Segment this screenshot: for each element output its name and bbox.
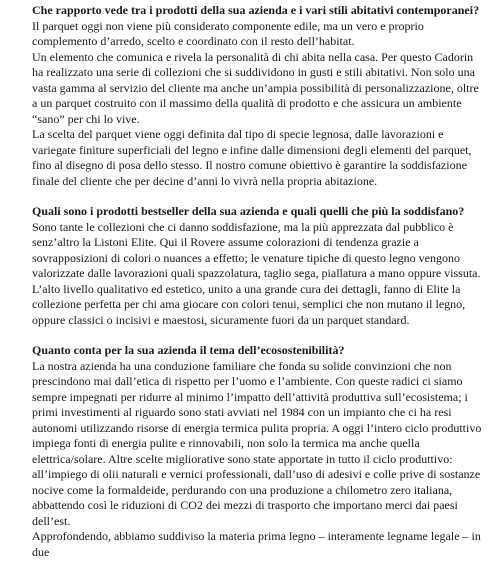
answer-paragraph: Un elemento che comunica e rivela la personalità di chi abita nella casa. Per questo Cadorin ha realizzato una serie di collezioni che si suddividono in gusti e stili abitativi. Non solo una vasta gamma al servizio del cliente ma anche un’ampia possibilità di personalizzazione, oltre a un parquet costruito con il massimo della qualità di prodotto e che assicura un ambiente “sano” per chi lo vive. xyxy=(32,49,479,126)
article xyxy=(32,3,482,575)
question-heading: Quanto conta per la sua azienda il tema dell’ecosostenibilità? xyxy=(32,343,345,357)
question-heading: Che rapporto vede tra i prodotti della sua azienda e i vari stili abitativi contemporanei? xyxy=(32,3,480,17)
answer-paragraph: La nostra azienda ha una conduzione familiare che fonda su solide convinzioni che non prescindono mai dall’etica di rispetto per l’uomo e l’ambiente. Con queste radici ci siamo sempre impegnati per ridurre al minimo l’impatto dell’attività produttiva sull’ecosistema; i primi investimenti al riguardo sono stati avviati nel 1984 con un impianto che ci ha resi autonomi utilizzando risorse di energia termica pulita propria. A oggi l’intero ciclo produttivo impiega fonti di energia pulite e rinnovabili, non solo la termica ma anche quella elettrica/solare. Altre scelte migliorative sono state apportate in tutto il ciclo produttivo: all’impiego di olii naturali e vernici professionali, dall’uso di adesivi e colle prive di sostanze nocive come la formaldeide, perdurando con una produzione a chilometro zero italiana, abbattendo così le riduzioni di CO2 dei mezzi di trasporto che importano merci dai paesi dell’est. xyxy=(32,358,482,528)
answer-paragraph: Approfondendo, abbiamo suddiviso la materia prima legno – interamente legname legale – in due xyxy=(32,529,481,559)
qa-section-style xyxy=(32,3,482,189)
question-heading: Quali sono i prodotti bestseller della sua azienda e quali quelli che più la soddisfano? xyxy=(32,204,465,218)
answer-paragraph: Sono tante le collezioni che ci danno soddisfazione, ma la più apprezzata dal pubblico è senz’altro la Listoni Elite. Qui il Rovere assume colorazioni di tendenza grazie a sovrapposizioni di colori o nuances a effetto; le venature tipiche di questo legno vengono valorizzate dalle lavorazioni quali spazzolatura, taglio sega, piallatura a mano oppure vissuta. xyxy=(32,219,481,280)
qa-section-bestseller xyxy=(32,204,482,328)
qa-section-sustainability xyxy=(32,343,482,560)
answer-paragraph: La scelta del parquet viene oggi definita dal tipo di specie legnosa, dalle lavorazioni e variegate finiture superficiali del legno e infine dalle dimensioni degli elementi del parquet, fino al disegno di posa dello stesso. Il nostro comune obiettivo è garantire la soddisfazione finale del cliente che per decine d’anni lo vivrà nella propria abitazione. xyxy=(32,127,472,188)
answer-paragraph: Il parquet oggi non viene più considerato componente edile, ma un vero e proprio complemento d’arredo, scelto e coordinato con il resto dell’habitat. xyxy=(32,18,424,48)
answer-paragraph: L’alto livello qualitativo ed estetico, unito a una grande cura dei dettagli, fanno di Elite la collezione perfetta per chi ama giocare con colori tenui, semplici che non mutano il legno, oppure classici o incisivi e maestosi, sicuramente fuori da un parquet standard. xyxy=(32,281,466,327)
